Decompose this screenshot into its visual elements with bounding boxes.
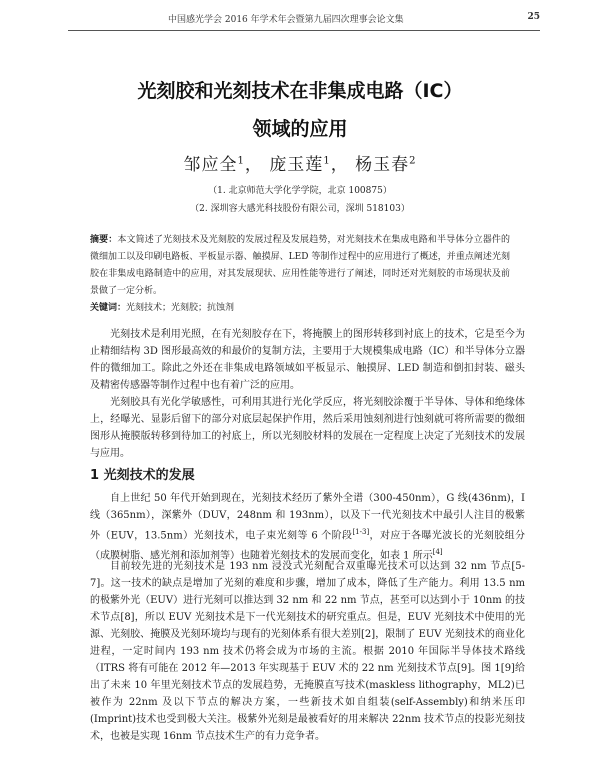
abstract-label: 摘要： — [90, 235, 118, 245]
author-affil-mark: 1 — [237, 155, 245, 167]
page-number: 25 — [527, 12, 540, 22]
header-rule — [68, 30, 540, 31]
keywords-label: 关键词： — [90, 303, 127, 313]
author-list: 邹应全$^1$， 庞玉莲$^1$， 杨玉春$^2$ — [183, 155, 417, 175]
intro-paragraph-2: 光刻胶具有光化学敏感性，可利用其进行光化学反应，将光刻胶涂覆于半导体、导体和绝缘体上，经曝光、显影后留下的部分对底层起保护作用，然后采用蚀刻剂进行蚀刻就可将所需要的微细图形从掩膜版转移到待加工的衬底上，所以光刻胶材料的发展在一定程度上决定了光刻技术的发展与应用。 — [90, 397, 525, 459]
abstract — [90, 232, 510, 300]
author-name: 杨玉春 — [355, 155, 410, 175]
citation: [4] — [432, 548, 443, 557]
section1-paragraph-2: 目前较先进的光刻技术是 193 nm 浸没式光刻配合双重曝光技术可以达到 32 nm 节点[5-7]。这一技术的缺点是增加了光刻的难度和步骤，增加了成本，降低了生产能力。利用 13.5 nm 的极紫外光（EUV）进行光刻可以推达到 32 nm 和 22 nm 节点，甚至可以达到小于 10nm 的技术节点[8]，所以 EUV 光刻技术是下一代光刻技术的研究重点。但是，EUV 光刻技术中使用的光源、光刻胶、掩膜及光刻环境均与现有的光刻体系有很大差别[2]，限制了 EUV 光刻技术的商业化进程，一定时间内 193 nm 技术仍将会成为市场的主流。根据 2010 年国际半导体技术路线（ITRS 将有可能在 2012 年—2013 年实现基于 EUV 术的 22 nm 光刻技术节点[9]。图 1[9]给出了未来 10 年里光刻技术节点的发展趋势，无掩膜直写技术(maskless lithography，ML2)已被作为 22nm 及以下节点的解决方案，一些新技术如自组装(self-Assembly)和纳米压印(Imprint)技术也受到极大关注。极紫外光刻是最被看好的用来解决 22nm 技术节点的投影光刻技术，也被是实现 16nm 节点技术生产的有力竞争者。 — [90, 561, 525, 742]
keywords-text: 光刻技术；光刻胶；抗蚀剂 — [126, 303, 235, 313]
author-affil-mark: 1 — [323, 155, 331, 167]
section1-paragraph-1 — [90, 490, 525, 565]
keywords — [90, 300, 510, 313]
author-name: 邹应全 — [183, 155, 238, 175]
citation: [1-3] — [352, 528, 370, 536]
author-name: 庞玉莲 — [269, 155, 324, 175]
author-affil-mark: 2 — [409, 155, 417, 167]
affiliation-1: （1. 北京师范大学化学学院，北京 100875） — [208, 186, 392, 196]
sec1-p1-tail: ，对应于各曝光波长的光刻胶组分（成膜树脂、感光剂和添加剂等）也随着光刻技术的发展而变化，如表 1 所示 — [90, 530, 526, 562]
sec1-p1-text: 自上世纪 50 年代开始到现在，光刻技术经历了紫外全谱（300-450nm），G 线(436nm)，I 线（365nm），深紫外（DUV，248nm 和 193nm），以及下一代光刻技术中最引人注目的极紫外（EUV，13.5nm）光刻技术，电子束光刻等 6 个阶段 — [90, 493, 525, 542]
intro-paragraph-1: 光刻技术是利用光照，在有光刻胶存在下，将掩膜上的图形转移到衬底上的技术，它是至今为止精细结构 3D 图形最高效的和最价的复制方法，主要用于大规模集成电路（IC）和半导体分立器件的微细加工。除此之外还在非集成电路领域如平板显示、触摸屏、LED 制造和倒扣封装、磁头及精密传感器等制作过程中也有着广泛的应用。 — [90, 329, 525, 391]
paper-title-line2: 领域的应用 — [252, 118, 348, 140]
section-heading: 1 光刻技术的发展 — [90, 468, 195, 483]
affiliation-2: （2. 深圳容大感光科技股份有限公司，深圳 518103） — [190, 204, 410, 214]
running-header — [68, 12, 540, 28]
paper-title-line1: 光刻胶和光刻技术在非集成电路（IC） — [137, 80, 463, 102]
abstract-text: 本文简述了光刻技术及光刻胶的发展过程及发展趋势，对光刻技术在集成电路和半导体分立器件的微细加工以及印刷电路板、平板显示器、触摸屏、LED 等制作过程中的应用进行了概述，并重点阐述光刻胶在非集成电路制造中的应用，对其发展现状、应用性能等进行了阐述，同时还对光刻胶的市场现状及前景做了一定分析。 — [90, 235, 510, 296]
paper-title — [60, 72, 540, 148]
running-title: 中国感光学会 2016 年学术年会暨第九届四次理事会论文集 — [168, 15, 404, 25]
